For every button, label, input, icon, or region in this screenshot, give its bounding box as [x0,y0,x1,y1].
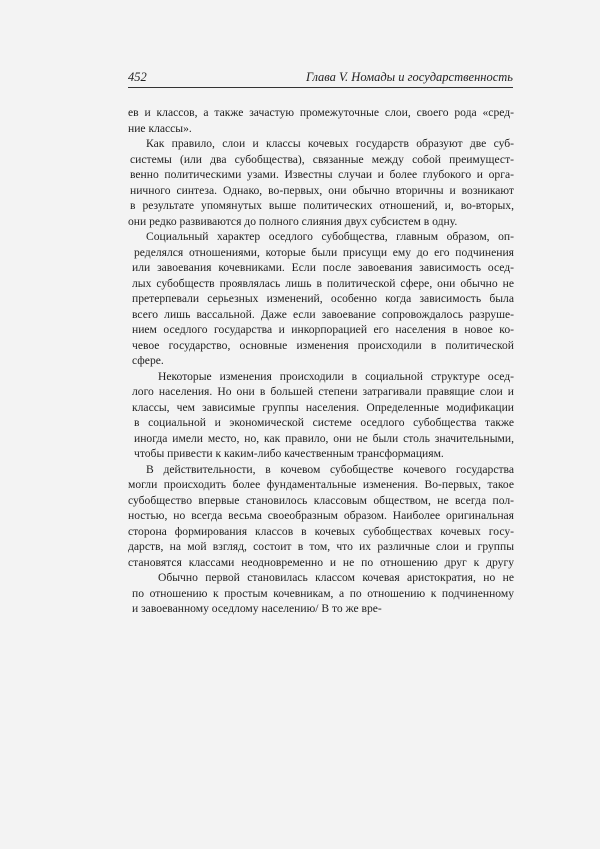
text-line: чевое государство, основные изменения происходили в политической [132,338,514,352]
page-number: 452 [128,70,147,84]
body-text [128,105,514,617]
text-line: Некоторые изменения происходили в социальной структуре осед- [158,369,514,383]
text-line: становятся классами неодновременно и не по отношению друг к другу [128,555,514,569]
text-line: всего лишь вассальной. Даже если завоевание сопровождалось разруше- [132,307,514,321]
text-line: классы, чем зависимые группы населения. Определенные модификации [132,400,514,414]
text-line: сторона формирования классов в кочевых субобществах кочевых госу- [128,524,514,538]
text-line: в социальной и экономической системе оседлого субобщества также [134,416,514,429]
text-line: чтобы привести к каким-либо качественным трансформациям. [134,447,444,460]
text-line: ние классы». [128,121,192,135]
text-line: сфере. [132,354,164,367]
text-line: дарств, на мой взгляд, состоит в том, что их различные слои и группы [128,540,514,553]
text-line: системы (или два субобщества), связанные между собой преимущест- [130,152,514,166]
text-line: Обычно первой становилась классом кочевая аристократия, но не [158,571,514,584]
running-header [128,70,513,86]
text-line: венно политическими узами. Известны случаи и более глубокого и орга- [130,168,514,181]
text-line: иногда имели место, но, как правило, они не были столь значительными, [134,431,514,445]
text-line: по отношению к простым кочевникам, а по отношению к подчиненному [132,586,514,600]
text-line: они редко развиваются до полного слияния двух субсистем в одну. [128,214,458,228]
text-line: нием оседлого государства и инкорпорацией его населения в новое ко- [132,323,514,336]
text-line: лых субобществ проявлялась лишь в политической сфере, они обычно не [132,276,514,290]
text-line: или завоевания кочевниками. Если после завоевания зависимость осед- [132,261,514,274]
text-line: лого населения. Но они в большей степени затрагивали правящие слои и [132,385,514,398]
text-line: ределялся отношениями, которые были присущи ему до его подчинения [134,245,514,259]
text-line: ев и классов, а также зачастую промежуточные слои, своего рода «сред- [128,106,514,119]
chapter-title: Глава V. Номады и государственность [306,70,513,84]
text-line: претерпевали серьезных изменений, особенно когда зависимость была [132,292,514,305]
text-line: субобщество впервые становилось классовым обществом, не всегда пол- [128,493,514,507]
text-line: и завоеванному оседлому населению/ В то же вре- [132,602,382,615]
text-line: Социальный характер оседлого субобщества, главным образом, оп- [146,230,514,243]
text-line: в результате упомянутых выше политических отношений, и, во-вторых, [130,199,514,212]
text-line: ностью, но всегда весьма своеобразным образом. Наиболее оригинальная [128,509,514,522]
text-line: могли происходить более фундаментальные изменения. Во-первых, такое [128,478,514,491]
text-line: Как правило, слои и классы кочевых государств образуют две суб- [146,137,514,150]
header-rule [128,87,513,88]
text-line: ничного синтеза. Однако, во-первых, они обычно вторичны и возникают [130,183,514,197]
text-line: В действительности, в кочевом субобществе кочевого государства [146,462,514,476]
